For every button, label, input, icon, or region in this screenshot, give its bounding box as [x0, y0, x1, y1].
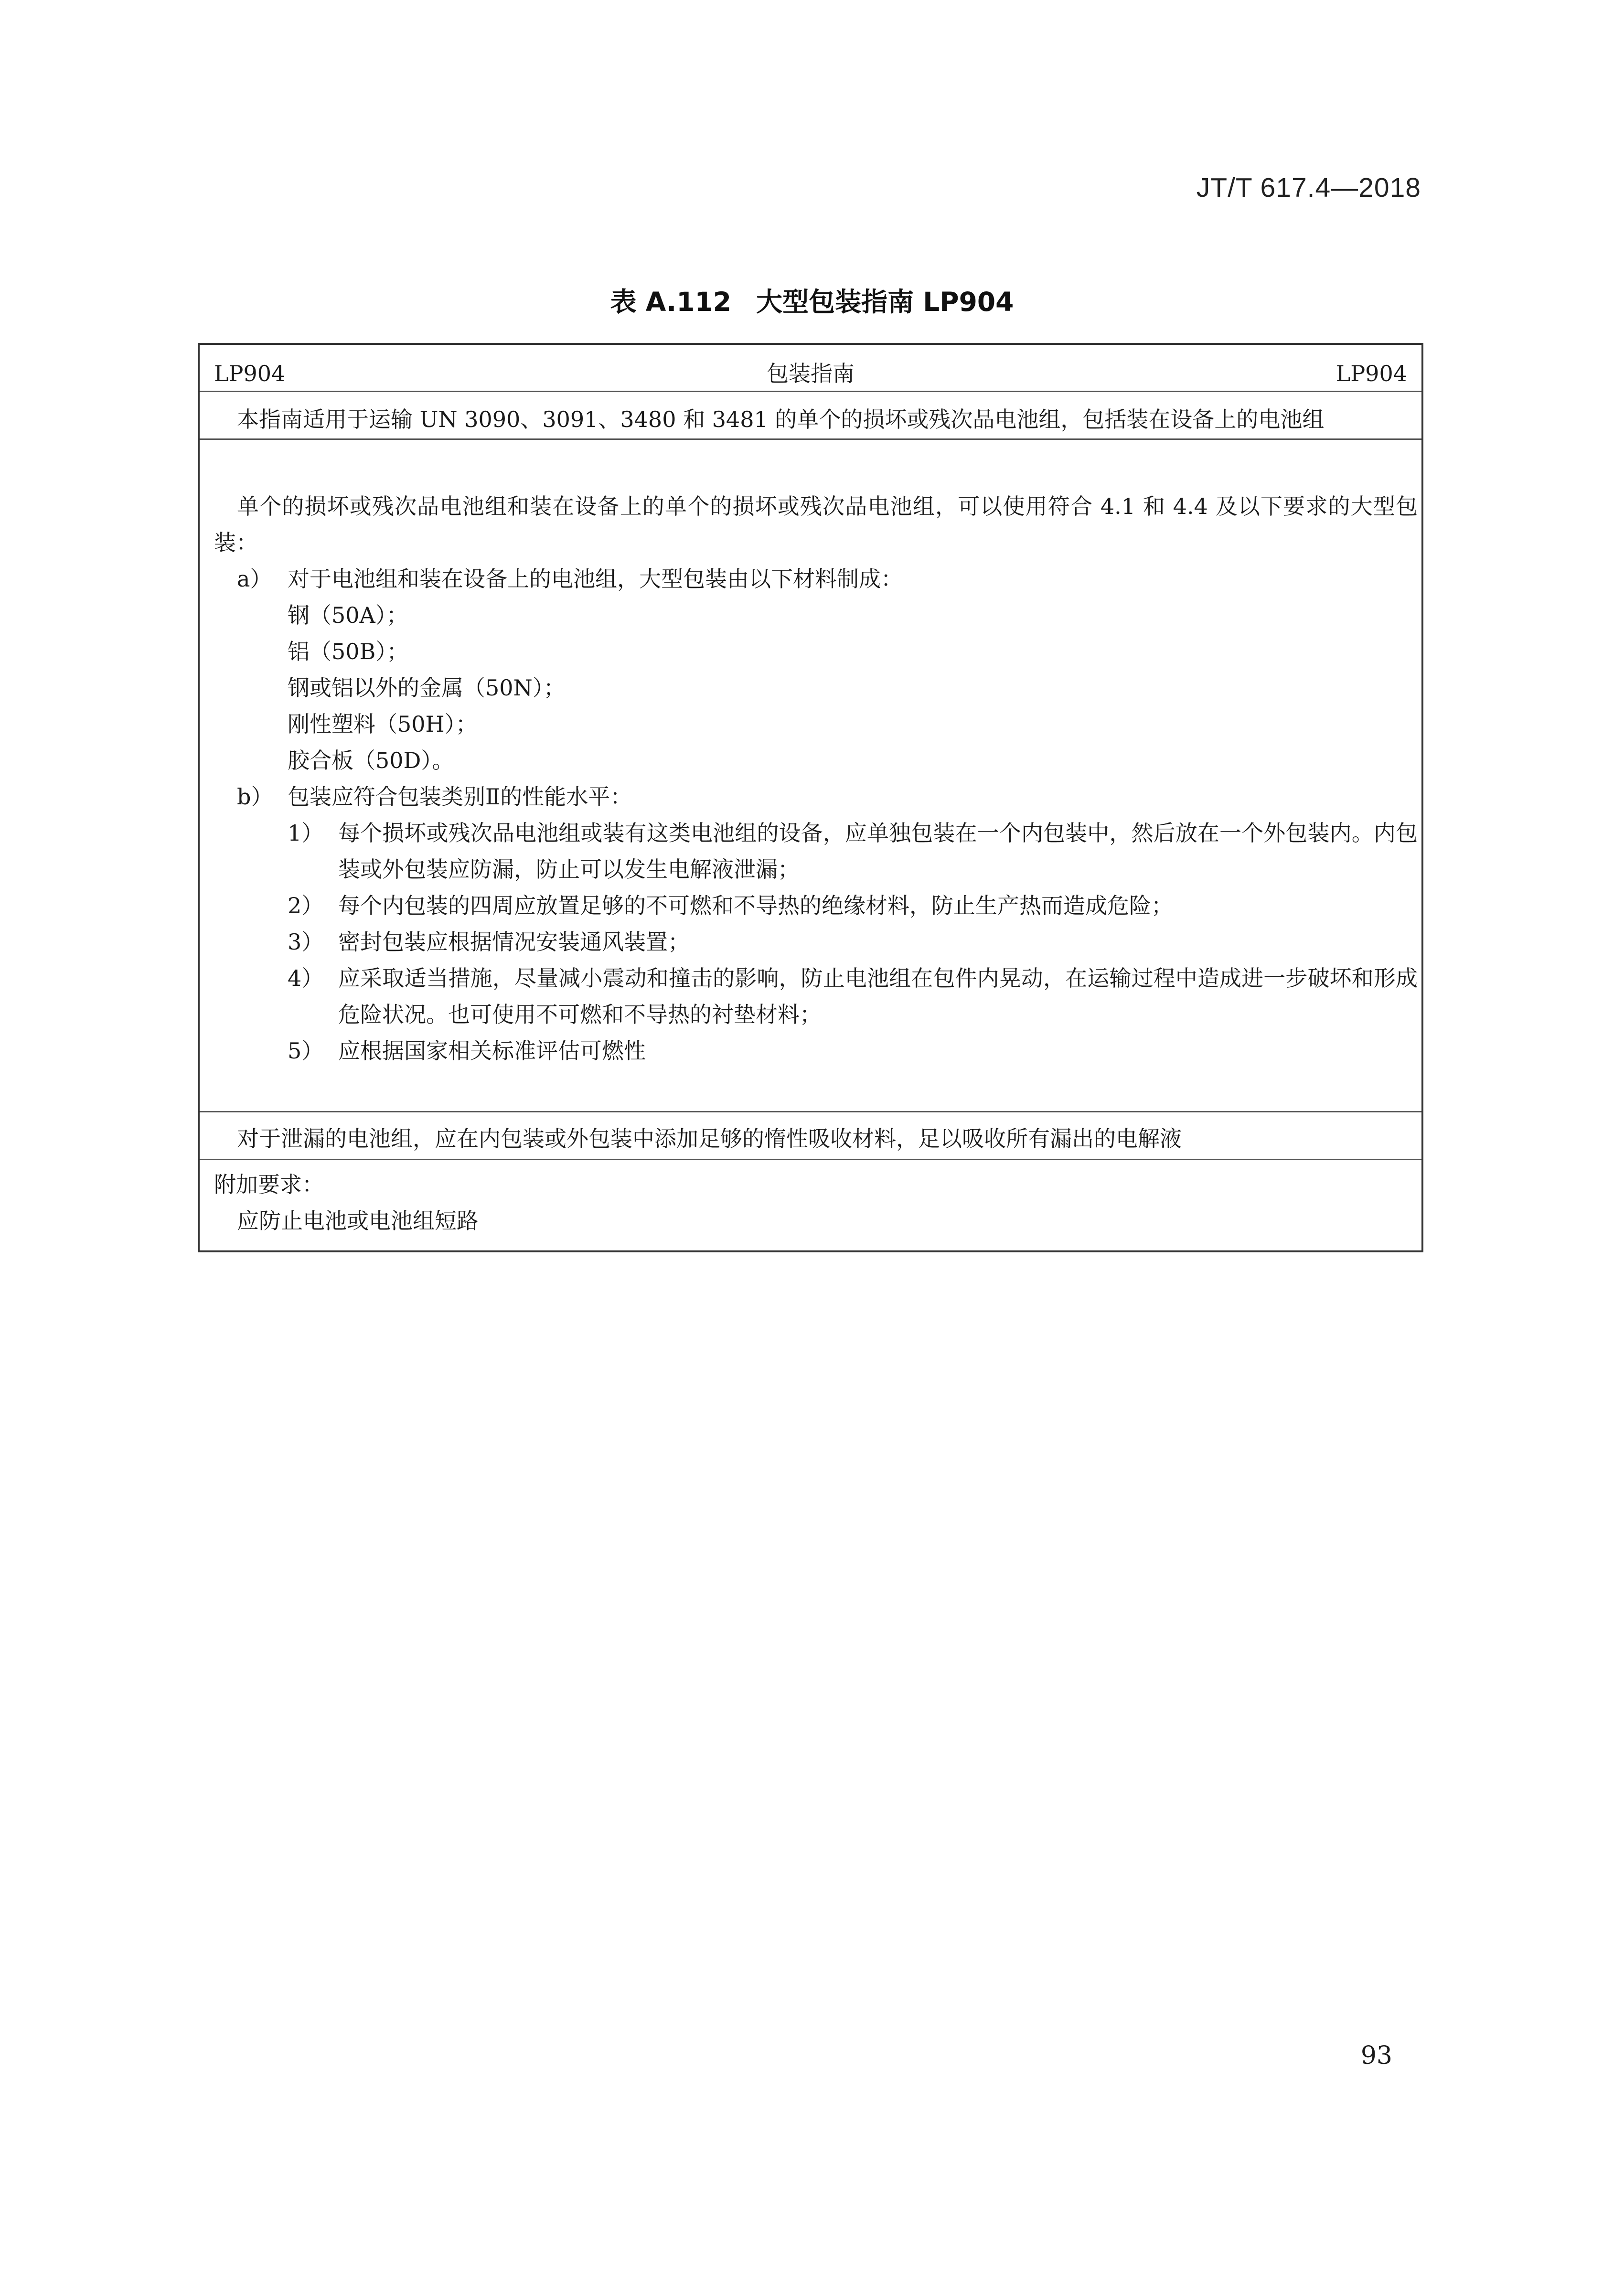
sub-item	[214, 887, 1418, 924]
sub-item-marker: 3）	[288, 929, 324, 955]
header-code-left: LP904	[214, 361, 286, 386]
material-item: 铝（50B）；	[288, 639, 409, 664]
list-item-a	[214, 561, 1418, 597]
row-divider	[200, 1111, 1421, 1112]
table-number: 表 A.112	[610, 287, 732, 317]
sub-item-text: 应采取适当措施，尽量减小震动和撞击的影响，防止电池组在包件内晃动，在运输过程中造成进一步破坏和形成危险状况。也可使用不可燃和不导热的衬垫材料；	[338, 965, 1418, 1027]
row-divider	[200, 391, 1421, 392]
sub-item	[214, 1033, 1418, 1069]
sub-item-text: 应根据国家相关标准评估可燃性	[338, 1038, 646, 1064]
sub-item-marker: 2）	[288, 893, 324, 918]
requirements-list	[214, 561, 1418, 1069]
item-text: 对于电池组和装在设备上的电池组，大型包装由以下材料制成：	[288, 566, 903, 592]
item-marker: a）	[237, 566, 272, 592]
list-item-b	[214, 779, 1418, 815]
material-item: 刚性塑料（50H）；	[288, 711, 478, 737]
material-item: 钢或铝以外的金属（50N）；	[288, 675, 566, 701]
sub-item	[214, 960, 1418, 1033]
intro-paragraph: 单个的损坏或残次品电池组和装在设备上的单个的损坏或残次品电池组，可以使用符合 4.1 和 4.4 及以下要求的大型包装：	[214, 493, 1418, 555]
table-title	[0, 281, 1624, 319]
material-item: 钢（50A）；	[288, 602, 408, 628]
sub-item-text: 每个内包装的四周应放置足够的不可燃和不导热的绝缘材料，防止生产热而造成危险；	[338, 893, 1173, 918]
sub-item-text: 每个损坏或残次品电池组或装有这类电池组的设备，应单独包装在一个内包装中，然后放在一个外包装内。内包装或外包装应防漏，防止可以发生电解液泄漏；	[338, 820, 1418, 882]
sub-item-marker: 1）	[288, 820, 324, 846]
sub-item-marker: 5）	[288, 1038, 324, 1064]
requirements-block	[214, 488, 1418, 1069]
table-name: 大型包装指南 LP904	[756, 287, 1014, 317]
header-title: 包装指南	[767, 361, 855, 386]
row-divider	[200, 1159, 1421, 1160]
item-marker: b）	[237, 784, 273, 810]
packing-instruction-table	[198, 343, 1423, 1252]
page-number: 93	[1360, 2041, 1392, 2070]
sub-item	[214, 815, 1418, 887]
sub-item	[214, 924, 1418, 960]
leak-note: 对于泄漏的电池组，应在内包装或外包装中添加足够的惰性吸收材料，足以吸收所有漏出的电解液	[237, 1126, 1182, 1152]
additional-requirements-text: 应防止电池或电池组短路	[237, 1208, 479, 1234]
sub-item-text: 密封包装应根据情况安装通风装置；	[338, 929, 690, 955]
item-text: 包装应符合包装类别Ⅱ的性能水平：	[288, 784, 632, 810]
scope-text: 本指南适用于运输 UN 3090、3091、3480 和 3481 的单个的损坏或残次品电池组，包括装在设备上的电池组	[237, 406, 1325, 432]
sub-item-marker: 4）	[288, 965, 324, 991]
header-code-right: LP904	[1336, 361, 1407, 386]
row-divider	[200, 438, 1421, 440]
material-item: 胶合板（50D）。	[288, 747, 454, 773]
additional-requirements-label: 附加要求：	[214, 1172, 324, 1197]
document-code: JT/T 617.4—2018	[1196, 172, 1421, 203]
